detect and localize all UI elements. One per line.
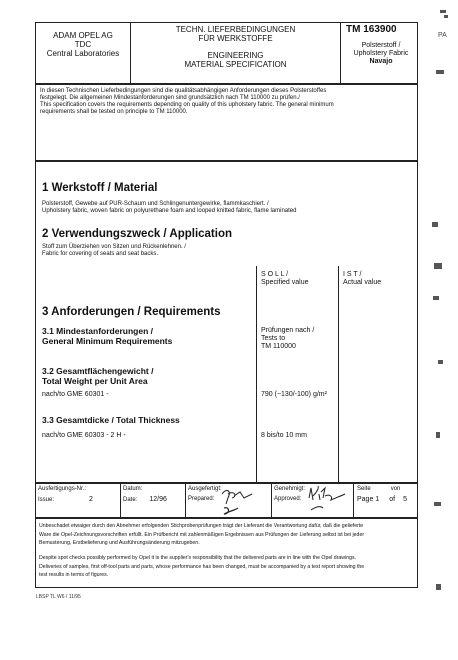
section1-line: Polsterstoff, Gewebe auf PUR-Schaum und Schlingenuntergewirke, flammkaschiert. / xyxy=(42,201,269,207)
company-lab: Central Laboratories xyxy=(46,49,120,58)
scan-noise xyxy=(432,222,438,227)
title-en-line2: MATERIAL SPECIFICATION xyxy=(184,60,287,69)
specified-column-header xyxy=(261,271,308,287)
section3-heading: 3 Anforderungen / Requirements xyxy=(42,306,221,318)
page-number: 1 xyxy=(375,496,380,503)
disclaimer-line: test results in terms of figures. xyxy=(39,572,109,578)
spec-block xyxy=(346,24,416,66)
section33-heading: 3.3 Gesamtdicke / Total Thickness xyxy=(42,415,180,425)
actual-column-header xyxy=(343,271,381,287)
spec-number: TM 163900 xyxy=(346,24,397,35)
scan-noise xyxy=(436,432,440,438)
section31-heading-en: General Minimum Requirements xyxy=(42,335,173,346)
date-cell xyxy=(123,486,167,504)
section32-method: nach/to GME 60301 - xyxy=(42,391,109,398)
section32-value: 790 (−130/-100) g/m² xyxy=(261,391,327,398)
date-label: Datum: xyxy=(123,486,143,492)
title-de-line1: TECHN. LIEFERBEDINGUNGEN xyxy=(175,25,296,34)
edition-label-en: Issue: xyxy=(38,497,55,503)
material-variant: Navajo xyxy=(369,58,393,65)
company-dept: TDC xyxy=(74,40,92,49)
page-label-en: Page xyxy=(357,496,374,503)
section32-heading-de: 3.2 Gesamtflächengewicht / xyxy=(42,366,154,376)
soll-label: S O L L / xyxy=(261,271,289,278)
section2-text xyxy=(42,244,186,258)
section32-heading-en: Total Weight per Unit Area xyxy=(42,375,148,386)
section31-value-line: Prüfungen nach / xyxy=(261,327,315,334)
date-label-en: Date: xyxy=(123,497,138,503)
scan-noise xyxy=(433,296,439,300)
page-of-label: von xyxy=(390,486,401,492)
section2-heading: 2 Verwendungszweck / Application xyxy=(42,228,233,240)
specified-label: Specified value xyxy=(261,279,309,286)
approved-label: Genehmigt: xyxy=(274,486,306,492)
company-name: ADAM OPEL AG xyxy=(53,31,113,40)
ist-label: I S T / xyxy=(343,271,362,278)
section1-heading: 1 Werkstoff / Material xyxy=(42,182,158,194)
section2-line: Stoff zum Überziehen von Sitzen und Rückenlehnen. / xyxy=(42,244,186,250)
column-divider-left xyxy=(256,266,257,483)
intro-line: This specification covers the requirements depending on quality of this upholstery fabric. The general minimum xyxy=(40,102,334,108)
material-en: Upholstery Fabric xyxy=(353,50,409,57)
material-de: Polsterstoff / xyxy=(361,42,401,49)
approved-signature xyxy=(305,484,350,516)
edition-value: 2 xyxy=(89,496,93,503)
approved-label-en: Approved: xyxy=(274,496,302,502)
form-code: LBSP TL W6 / 11/95 xyxy=(36,594,81,600)
section33-value: 8 bis/to 10 mm xyxy=(261,432,307,439)
title-de-line2: FÜR WERKSTOFFE xyxy=(198,34,273,43)
section31-heading xyxy=(42,327,172,346)
disclaimer-line: Ware die Opel-Zeichnungsvorschriften erfüllt. Ein Prüfbericht mit zahlenmäßigen Ergebnissen aus Prüfungen der Lieferung selbst ist bei jeder xyxy=(39,531,365,538)
intro-line: In diesen Technischen Lieferbedingungen sind die qualitätsabhängigen Anforderungen dieses Polsterstoffes xyxy=(40,88,327,94)
intro-line: requirements shall be tested on principle to TM 110000. xyxy=(40,109,188,115)
section31-value-line: Tests to xyxy=(261,335,286,342)
intro-text xyxy=(40,88,415,116)
scan-noise xyxy=(436,584,441,590)
disclaimer-line: Bemusterung, Erstbelieferung und Ausführungsänderung mitzugeben. xyxy=(39,540,200,546)
disclaimer-en xyxy=(39,554,415,580)
title-en-line1: ENGINEERING xyxy=(207,51,264,60)
section33-method: nach/to GME 60303 - 2 H - xyxy=(42,432,126,439)
intro-line: festgelegt. Die allgemeinen Mindestanforderungen sind grundsätzlich nach TM 110000 zu prüfen./ xyxy=(40,95,300,101)
disclaimer-de xyxy=(39,522,415,548)
disclaimer-line: Unbeschadet etwaiger durch den Abnehmer erfolgenden Stichprobenprüfungen trägt der Lieferant die Verantwortung dafür, daß die gelieferte xyxy=(39,523,364,529)
section1-text xyxy=(42,201,296,215)
column-divider-right xyxy=(338,266,339,483)
page-cell xyxy=(357,486,417,504)
company-block xyxy=(36,31,130,58)
prepared-cell xyxy=(188,486,222,503)
actual-label: Actual value xyxy=(343,279,382,286)
section32-heading xyxy=(42,367,153,386)
scan-noise xyxy=(438,360,443,364)
scan-noise xyxy=(440,10,446,13)
page-total: 5 xyxy=(403,496,407,503)
section31-heading-de: 3.1 Mindestanforderungen / xyxy=(42,326,153,336)
scan-noise xyxy=(444,15,448,18)
section31-value xyxy=(261,327,314,351)
prepared-label: Ausgefertigt: xyxy=(188,486,222,492)
edition-cell xyxy=(38,486,93,504)
scan-noise xyxy=(436,70,444,74)
document-title xyxy=(131,25,340,69)
margin-mark: PA xyxy=(438,32,447,39)
disclaimer-line: Deliveries of samples, first off-tool parts and parts, whose performance has been changed, must be accompanied by a test report showing the xyxy=(39,563,365,570)
section1-line: Upholstery fabric, woven fabric on polyurethane foam and looped knitted fabric, flame laminated xyxy=(42,208,297,214)
edition-label: Ausfertigungs-Nr.: xyxy=(38,486,87,492)
page-of-label-en: of xyxy=(389,496,396,503)
prepared-label-en: Prepared: xyxy=(188,496,215,502)
page-label: Seite xyxy=(357,486,371,492)
approved-cell xyxy=(274,486,305,503)
section31-value-line: TM 110000 xyxy=(261,343,296,350)
disclaimer-line: Despite spot checks possibly performed by Opel it is the supplier's responsibility that the delivered parts are in line with the Opel drawings. xyxy=(39,555,357,561)
date-value: 12/96 xyxy=(149,496,167,503)
section2-line: Fabric for covering of seats and seat backs. xyxy=(42,251,159,257)
scan-noise xyxy=(434,502,441,506)
prepared-signature xyxy=(218,486,268,516)
scan-noise xyxy=(434,263,442,269)
